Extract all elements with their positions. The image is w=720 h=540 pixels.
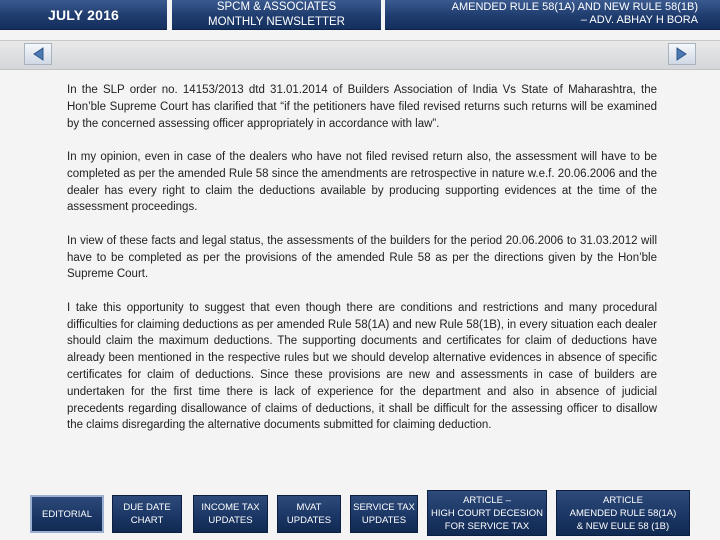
month-label: JULY 2016 <box>47 6 120 23</box>
paragraph: In view of these facts and legal status, the assessments of the builders for the period 20.06.2006 to 31.03.2012 will have to be completed as per the provisions of the amended Rule 58 as per the directions given by the Hon’ble Supreme Court. <box>67 234 657 281</box>
triangle-left-icon <box>32 47 44 61</box>
paragraph: I take this opportunity to suggest that even though there are conditions and restrictions and many procedural difficulties for claiming deductions as per amended Rule 58(1A) and new Rule 58(1B), in every situation each dealer should claim the maximum deductions. The supporting documents and certificates for claim of deductions have already been mentioned in the respective rules but we should develop alternative evidences in absence of specific certificates for claim of deductions. Since these provisions are new and assessments in case of builders are undertaken for the first time there is lack of experience for the department and also in absence of judicial precedents regarding disallowance of claims of deductions, it shall be difficult for the assessing officer to disallow the claims disregarding the alternative documents submitted for claiming deduction. <box>67 301 657 432</box>
service-tax-label <box>353 501 415 527</box>
triangle-right-icon <box>676 47 688 61</box>
service-tax-line2: UPDATES <box>361 515 407 526</box>
article-high-court-label <box>431 494 543 533</box>
article2-line3: & NEW EULE 58 (1B) <box>576 520 670 532</box>
article1-line3: FOR SERVICE TAX <box>444 520 530 532</box>
income-tax-line2: UPDATES <box>208 515 253 526</box>
article-title <box>385 0 720 30</box>
editorial-label: EDITORIAL <box>42 508 92 520</box>
newsletter-subtitle: MONTHLY NEWSLETTER <box>208 15 345 28</box>
article-author: – ADV. ABHAY H BORA <box>580 14 698 26</box>
service-tax-line1: SERVICE TAX <box>353 502 415 513</box>
article2-line2: AMENDED RULE 58(1A) <box>569 507 677 519</box>
paragraph: In my opinion, even in case of the dealers who have not filed revised return also, the assessment will have to be completed as per the amended Rule 58 since the amendments are retrospective in nature w.e.f. 20.06.2006 and the dealer has every right to claim the deductions available by producing supporting evidences at the time of the assessment proceedings. <box>67 150 657 214</box>
service-tax-updates-button[interactable] <box>350 495 418 533</box>
next-page-button[interactable] <box>668 43 696 65</box>
income-tax-line1: INCOME TAX <box>201 502 260 513</box>
mvat-updates-button[interactable] <box>277 495 341 533</box>
article-high-court-button[interactable] <box>427 490 547 536</box>
firm-name: SPCM & ASSOCIATES <box>216 0 337 13</box>
due-date-chart-button[interactable] <box>112 495 182 533</box>
mvat-label <box>287 501 331 527</box>
article2-line1: ARTICLE <box>603 494 643 506</box>
paragraph: In the SLP order no. 14153/2013 dtd 31.01.2014 of Builders Association of India Vs State of Maharashtra, the Hon’ble Supreme Court has clarified that “if the petitioners have filed revised returns such returns will be examined by the concerned assessing officer appropriately in accordance with law”. <box>67 84 657 130</box>
navigation-bar <box>0 40 720 70</box>
article1-line2: HIGH COURT DECESION <box>430 507 544 519</box>
income-tax-label <box>201 501 259 527</box>
article-body <box>67 82 657 451</box>
mvat-line2: UPDATES <box>286 515 332 526</box>
newsletter-title <box>172 0 381 30</box>
footer-navigation <box>0 487 720 540</box>
article-amended-rule-label <box>570 494 677 533</box>
previous-page-button[interactable] <box>24 43 52 65</box>
editorial-button[interactable] <box>30 495 104 533</box>
due-date-line2: CHART <box>130 515 164 526</box>
mvat-line1: MVAT <box>296 502 322 513</box>
income-tax-updates-button[interactable] <box>193 495 268 533</box>
newsletter-month <box>0 0 167 30</box>
article1-line1: ARTICLE – <box>463 494 511 506</box>
due-date-line1: DUE DATE <box>123 502 171 513</box>
due-date-label <box>123 501 170 527</box>
article-heading: AMENDED RULE 58(1A) AND NEW RULE 58(1B) <box>451 1 698 13</box>
article-amended-rule-button[interactable] <box>556 490 690 536</box>
